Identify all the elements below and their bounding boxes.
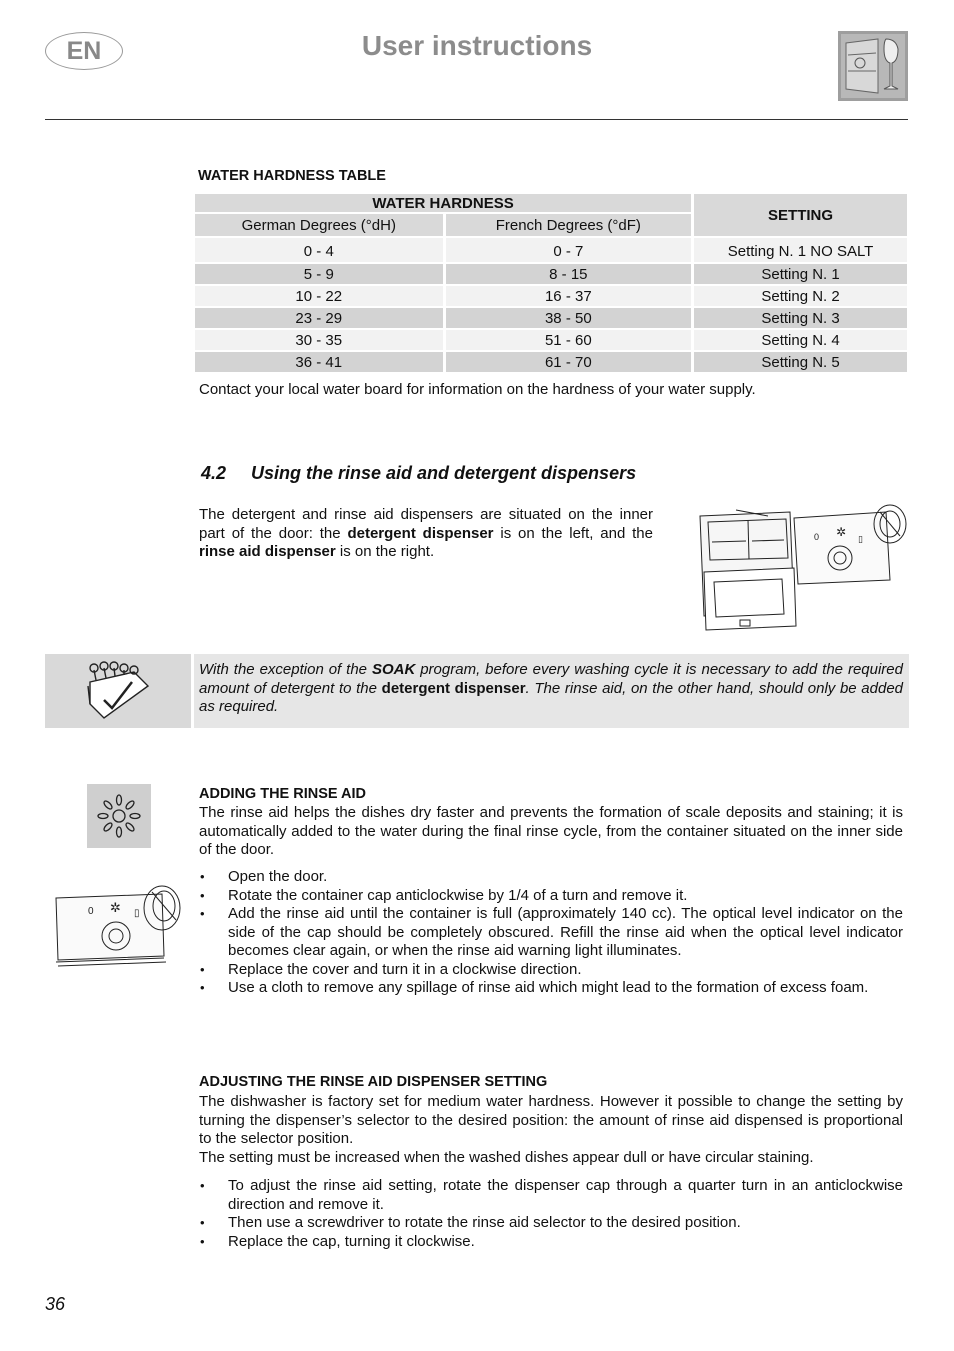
intro-text-1: The detergent and rinse aid dispensers are situated on the inner part of the door: the [199, 506, 653, 542]
german-cell: 10 - 22 [195, 286, 443, 306]
french-degrees-header: French Degrees (°dF) [446, 214, 692, 236]
water-hardness-header: WATER HARDNESS [195, 194, 691, 212]
list-item: • Use a cloth to remove any spillage of rinse aid which might lead to the formation of excess foam. [199, 979, 903, 998]
svg-text:✲: ✲ [110, 900, 121, 915]
adjusting-setting-body-2: The setting must be increased when the washed dishes appear dull or have circular staining. [199, 1149, 814, 1166]
adjusting-setting-body: The dishwasher is factory set for medium water hardness. However it possible to change the setting by turning the dispenser’s selector to the desired position: the amount of rinse aid dispensed is proportional to the selector position. [199, 1093, 903, 1147]
list-item: • Then use a screwdriver to rotate the rinse aid selector to the desired position. [199, 1214, 903, 1233]
setting-header: SETTING [694, 194, 907, 236]
page-number: 36 [45, 1294, 66, 1314]
setting-cell: Setting N. 2 [694, 286, 907, 306]
note-text [199, 661, 903, 717]
intro-bold-rinse-aid: rinse aid dispenser [199, 543, 336, 560]
language-label: EN [66, 36, 102, 65]
french-cell: 8 - 15 [446, 264, 692, 284]
checklist-note-icon [82, 660, 154, 722]
adjusting-setting-steps [199, 1177, 903, 1251]
setting-cell: Setting N. 3 [694, 308, 907, 328]
svg-text:0: 0 [88, 906, 94, 917]
german-cell: 5 - 9 [195, 264, 443, 284]
section-number: 4.2 [201, 463, 227, 483]
adding-rinse-aid-steps [199, 868, 903, 998]
list-item: • Rotate the container cap anticlockwise by 1/4 of a turn and remove it. [199, 887, 903, 906]
table-row [195, 264, 907, 284]
section-heading [201, 463, 636, 484]
table-title: WATER HARDNESS TABLE [198, 168, 386, 184]
german-cell: 0 - 4 [195, 238, 443, 262]
adjusting-setting-title: ADJUSTING THE RINSE AID DISPENSER SETTING [199, 1074, 548, 1090]
setting-cell: Setting N. 4 [694, 330, 907, 350]
french-cell: 51 - 60 [446, 330, 692, 350]
note-divider [191, 654, 194, 728]
rinse-aid-sun-icon [87, 784, 151, 848]
list-item: • Replace the cap, turning it clockwise. [199, 1233, 903, 1252]
svg-text:0: 0 [814, 532, 820, 542]
note-bold-soak: SOAK [371, 661, 416, 678]
note-text-1: With the exception of the [199, 661, 372, 678]
adding-rinse-aid-title: ADDING THE RINSE AID [199, 786, 367, 802]
list-item: • Open the door. [199, 868, 903, 887]
french-cell: 61 - 70 [446, 352, 692, 372]
setting-cell: Setting N. 1 NO SALT [694, 238, 907, 262]
french-cell: 16 - 37 [446, 286, 692, 306]
german-cell: 23 - 29 [195, 308, 443, 328]
svg-text:▯: ▯ [858, 534, 863, 544]
german-cell: 30 - 35 [195, 330, 443, 350]
table-row [195, 330, 907, 350]
intro-bold-detergent: detergent dispenser [347, 524, 494, 542]
table-row [195, 308, 907, 328]
dishwasher-logo-icon [838, 31, 908, 101]
german-cell: 36 - 41 [195, 352, 443, 372]
table-row [195, 352, 907, 372]
section-title: Using the rinse aid and detergent dispensers [251, 463, 637, 483]
setting-cell: Setting N. 1 [694, 264, 907, 284]
note-text-3: . The rinse aid, on the other hand, should only be added as required. [199, 679, 904, 715]
dispenser-intro-paragraph [199, 506, 653, 562]
intro-text-2: is on the left, and the [493, 524, 653, 542]
svg-text:▯: ▯ [134, 908, 140, 919]
water-hardness-table [192, 192, 910, 374]
list-item: • To adjust the rinse aid setting, rotate the dispenser cap through a quarter turn in an anticlockwise direction and remove it. [199, 1177, 903, 1214]
table-row [195, 238, 907, 262]
list-item: • Add the rinse aid until the container is full (approximately 140 cc). The optical level indicator on the side of the cap should be completely obscured. Refill the rinse aid when the optical level indicator becomes clear again, or when the rinse aid warning light illuminates. [199, 905, 903, 961]
note-text-2: program, before every washing cycle it is necessary to add the required amount of detergent to the [199, 661, 903, 697]
dispenser-illustration [690, 502, 912, 638]
table-row [195, 286, 907, 306]
intro-text-3: is on the right. [335, 543, 435, 560]
note-bold-detergent-dispenser: detergent dispenser [381, 679, 526, 697]
header-divider [45, 119, 908, 120]
water-board-note: Contact your local water board for information on the hardness of your water supply. [199, 381, 756, 398]
adding-rinse-aid-body: The rinse aid helps the dishes dry faster and prevents the formation of scale deposits and staining; it is automatically added to the water during the final rinse cycle, from the container situated on the inner side of the door. [199, 804, 903, 858]
setting-cell: Setting N. 5 [694, 352, 907, 372]
german-degrees-header: German Degrees (°dH) [195, 214, 443, 236]
french-cell: 0 - 7 [446, 238, 692, 262]
rinse-aid-icon-box [87, 784, 151, 848]
page-title: User instructions [361, 30, 593, 61]
french-cell: 38 - 50 [446, 308, 692, 328]
list-item: • Replace the cover and turn it in a clockwise direction. [199, 961, 903, 980]
svg-text:✲: ✲ [836, 525, 847, 539]
rinse-aid-panel-illustration [54, 878, 186, 970]
